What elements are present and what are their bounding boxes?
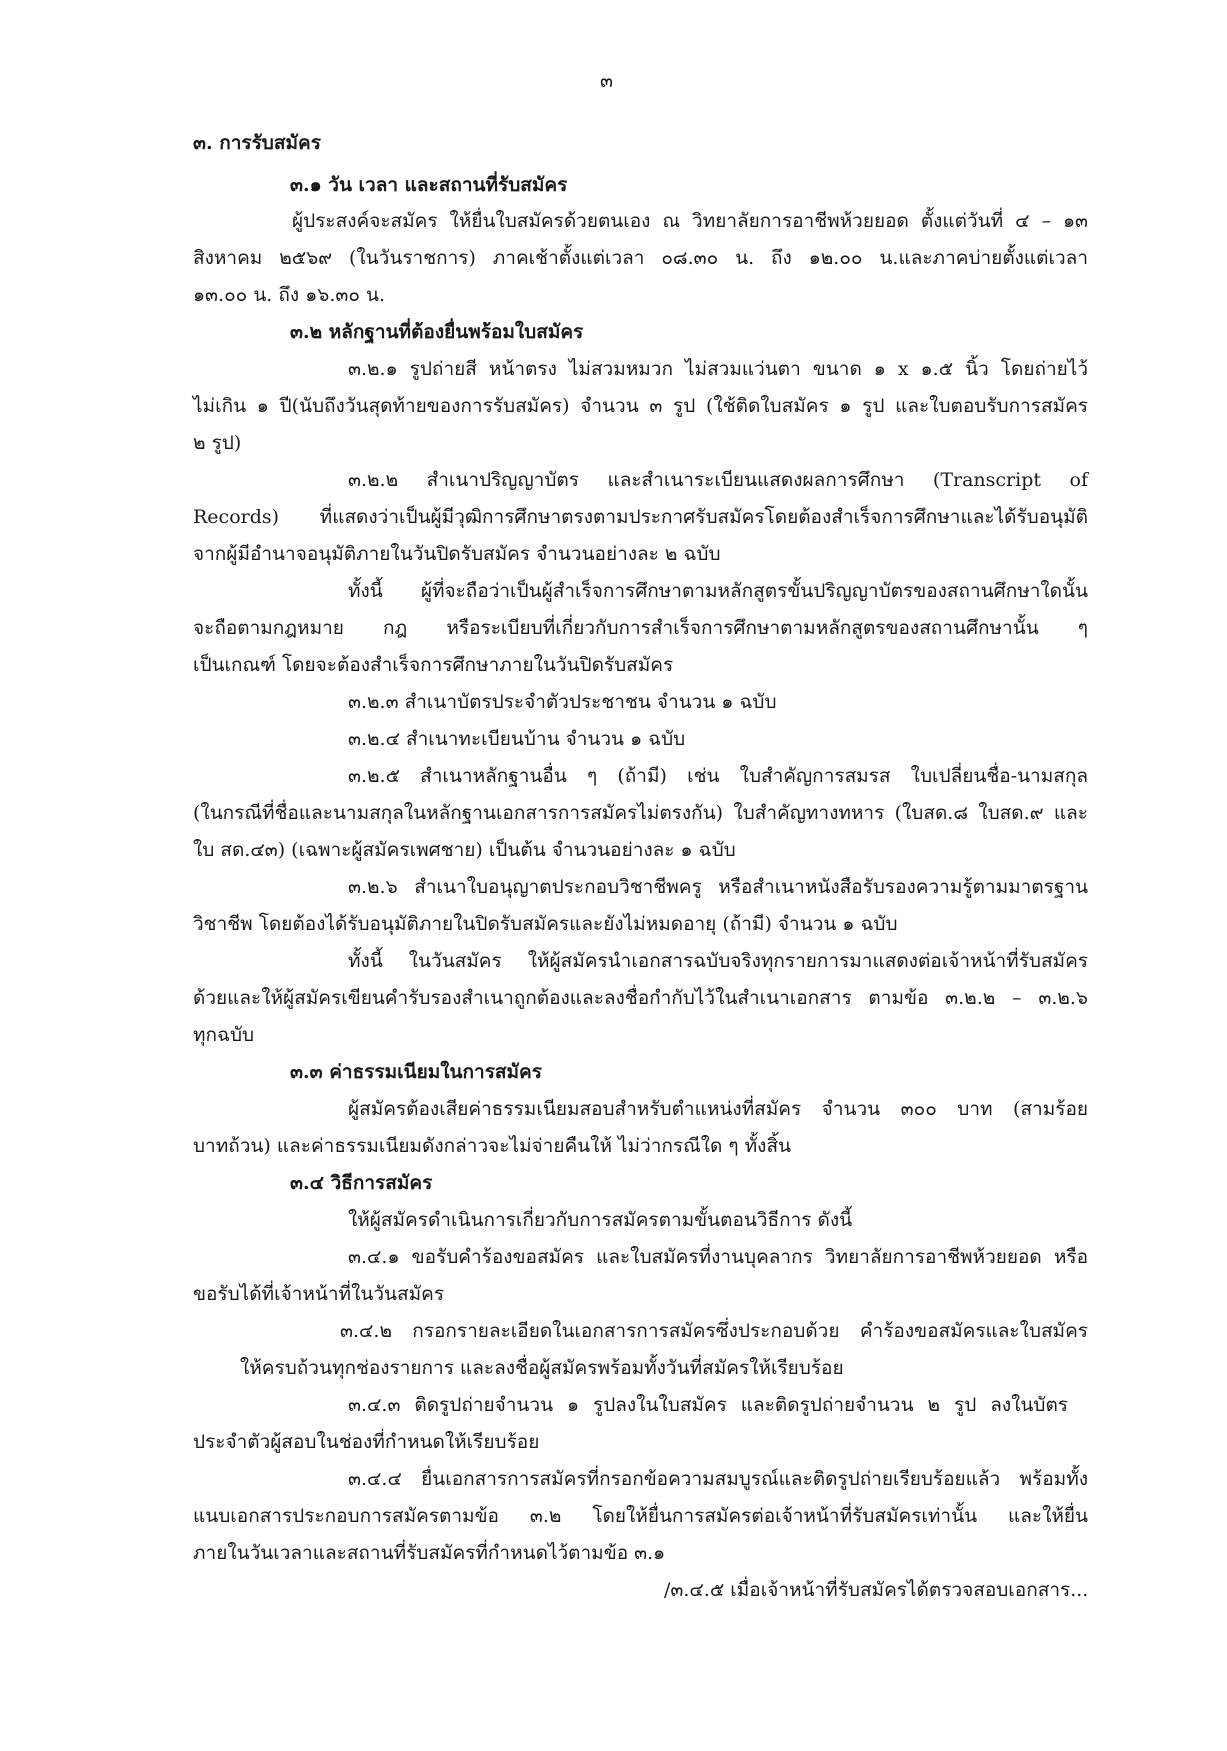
list-item-3-2-3: ๓.๒.๓ สำเนาบัตรประจำตัวประชาชน จำนวน ๑ ฉบับ — [348, 691, 777, 713]
paragraph-line: ผู้สมัครต้องเสียค่าธรรมเนียมสอบสำหรับตำแหน่งที่สมัคร จำนวน ๓๐๐ บาท (สามร้อย — [348, 1098, 1088, 1120]
list-item-3-2-1: ๓.๒.๑ รูปถ่ายสี หน้าตรง ไม่สวมหมวก ไม่สวมแว่นตา ขนาด ๑ x ๑.๕ นิ้ว โดยถ่ายไว้ — [348, 358, 1088, 380]
paragraph-line: ทั้งนี้ ในวันสมัคร ให้ผู้สมัครนำเอกสารฉบับจริงทุกรายการมาแสดงต่อเจ้าหน้าที่รับสมัคร — [348, 950, 1088, 972]
list-item-3-2-2: ๓.๒.๒ สำเนาปริญญาบัตร และสำเนาระเบียนแสดงผลการศึกษา (Transcript of — [348, 469, 1088, 491]
paragraph-line: วิชาชีพ โดยต้องได้รับอนุมัติภายในปิดรับสมัครและยังไม่หมดอายุ (ถ้ามี) จำนวน ๑ ฉบับ — [193, 913, 898, 935]
paragraph-line: ใบ สด.๔๓) (เฉพาะผู้สมัครเพศชาย) เป็นต้น จำนวนอย่างละ ๑ ฉบับ — [193, 839, 736, 861]
paragraph-line: จะถือตามกฎหมาย กฎ หรือระเบียบที่เกี่ยวกับการสำเร็จการศึกษาตามหลักสูตรของสถานศึกษานั้น ๆ — [193, 617, 1088, 639]
heading-3-4: ๓.๔ วิธีการสมัคร — [290, 1172, 433, 1194]
paragraph-line: ไม่เกิน ๑ ปี(นับถึงวันสุดท้ายของการรับสมัคร) จำนวน ๓ รูป (ใช้ติดใบสมัคร ๑ รูป และใบตอบรับการสมัคร — [193, 395, 1088, 417]
paragraph-line: ๑๓.๐๐ น. ถึง ๑๖.๓๐ น. — [193, 284, 386, 306]
paragraph-line: ให้ครบถ้วนทุกช่องรายการ และลงชื่อผู้สมัครพร้อมทั้งวันที่สมัครให้เรียบร้อย — [240, 1357, 844, 1379]
list-item-3-4-2: ๓.๔.๒ กรอกรายละเอียดในเอกสารการสมัครซึ่งประกอบด้วย คำร้องขอสมัครและใบสมัคร — [340, 1320, 1088, 1342]
paragraph-line: บาทถ้วน) และค่าธรรมเนียมดังกล่าวจะไม่จ่ายคืนให้ ไม่ว่ากรณีใด ๆ ทั้งสิ้น — [193, 1135, 792, 1157]
list-item-3-4-1: ๓.๔.๑ ขอรับคำร้องขอสมัคร และใบสมัครที่งานบุคลากร วิทยาลัยการอาชีพห้วยยอด หรือ — [348, 1246, 1088, 1268]
paragraph-line: ภายในวันเวลาและสถานที่รับสมัครที่กำหนดไว้ตามข้อ ๓.๑ — [193, 1542, 666, 1564]
paragraph-line: ด้วยและให้ผู้สมัครเขียนคำรับรองสำเนาถูกต้องและลงชื่อกำกับไว้ในสำเนาเอกสาร ตามข้อ ๓.๒.๒ – ๓.๒.๖ — [193, 987, 1088, 1009]
list-item-3-2-5: ๓.๒.๕ สำเนาหลักฐานอื่น ๆ (ถ้ามี) เช่น ใบสำคัญการสมรส ใบเปลี่ยนชื่อ-นามสกุล — [348, 765, 1088, 787]
paragraph-line: ผู้ประสงค์จะสมัคร ให้ยื่นใบสมัครด้วยตนเอง ณ วิทยาลัยการอาชีพห้วยยอด ตั้งแต่วันที่ ๔ – ๑๓ — [292, 210, 1088, 232]
paragraph-line: ให้ผู้สมัครดำเนินการเกี่ยวกับการสมัครตามขั้นตอนวิธีการ ดังนี้ — [348, 1209, 853, 1231]
paragraph-line: (ในกรณีที่ชื่อและนามสกุลในหลักฐานเอกสารการสมัครไม่ตรงกัน) ใบสำคัญทางทหาร (ใบสด.๘ ใบสด.๙ และ — [193, 802, 1088, 824]
list-item-3-4-3: ๓.๔.๓ ติดรูปถ่ายจำนวน ๑ รูปลงในใบสมัคร และติดรูปถ่ายจำนวน ๒ รูป ลงในบัตร — [348, 1394, 1068, 1416]
paragraph-line: Records) ที่แสดงว่าเป็นผู้มีวุฒิการศึกษาตรงตามประกาศรับสมัครโดยต้องสำเร็จการศึกษาและได้รับอนุมัติ — [193, 506, 1088, 528]
paragraph-line: ทั้งนี้ ผู้ที่จะถือว่าเป็นผู้สำเร็จการศึกษาตามหลักสูตรขั้นปริญญาบัตรของสถานศึกษาใดนั้น — [348, 580, 1088, 602]
paragraph-line: ทุกฉบับ — [193, 1024, 255, 1046]
heading-3-2: ๓.๒ หลักฐานที่ต้องยื่นพร้อมใบสมัคร — [290, 321, 584, 343]
paragraph-line: สิงหาคม ๒๕๖๙ (ในวันราชการ) ภาคเช้าตั้งแต่เวลา ๐๘.๓๐ น. ถึง ๑๒.๐๐ น.และภาคบ่ายตั้งแต่เวลา — [193, 247, 1088, 269]
paragraph-line: แนบเอกสารประกอบการสมัครตามข้อ ๓.๒ โดยให้ยื่นการสมัครต่อเจ้าหน้าที่รับสมัครเท่านั้น และให้ยื่น — [193, 1505, 1088, 1527]
paragraph-line: เป็นเกณฑ์ โดยจะต้องสำเร็จการศึกษาภายในวันปิดรับสมัคร — [193, 654, 674, 676]
continuation-note: /๓.๔.๕ เมื่อเจ้าหน้าที่รับสมัครได้ตรวจสอบเอกสาร... — [664, 1579, 1089, 1601]
paragraph-line: ประจำตัวผู้สอบในช่องที่กำหนดให้เรียบร้อย — [193, 1431, 540, 1453]
list-item-3-2-6: ๓.๒.๖ สำเนาใบอนุญาตประกอบวิชาชีพครู หรือสำเนาหนังสือรับรองความรู้ตามมาตรฐาน — [348, 876, 1088, 898]
paragraph-line: ขอรับได้ที่เจ้าหน้าที่ในวันสมัคร — [193, 1283, 445, 1305]
list-item-3-2-4: ๓.๒.๔ สำเนาทะเบียนบ้าน จำนวน ๑ ฉบับ — [348, 728, 686, 750]
heading-3-1: ๓.๑ วัน เวลา และสถานที่รับสมัคร — [290, 174, 568, 196]
paragraph-line: จากผู้มีอำนาจอนุมัติภายในวันปิดรับสมัคร จำนวนอย่างละ ๒ ฉบับ — [193, 543, 721, 565]
page-number: ๓ — [600, 70, 613, 92]
section-title: ๓. การรับสมัคร — [193, 132, 321, 154]
list-item-3-4-4: ๓.๔.๔ ยื่นเอกสารการสมัครที่กรอกข้อความสมบูรณ์และติดรูปถ่ายเรียบร้อยแล้ว พร้อมทั้ง — [348, 1468, 1088, 1490]
heading-3-3: ๓.๓ ค่าธรรมเนียมในการสมัคร — [290, 1061, 542, 1083]
paragraph-line: ๒ รูป) — [193, 432, 242, 454]
